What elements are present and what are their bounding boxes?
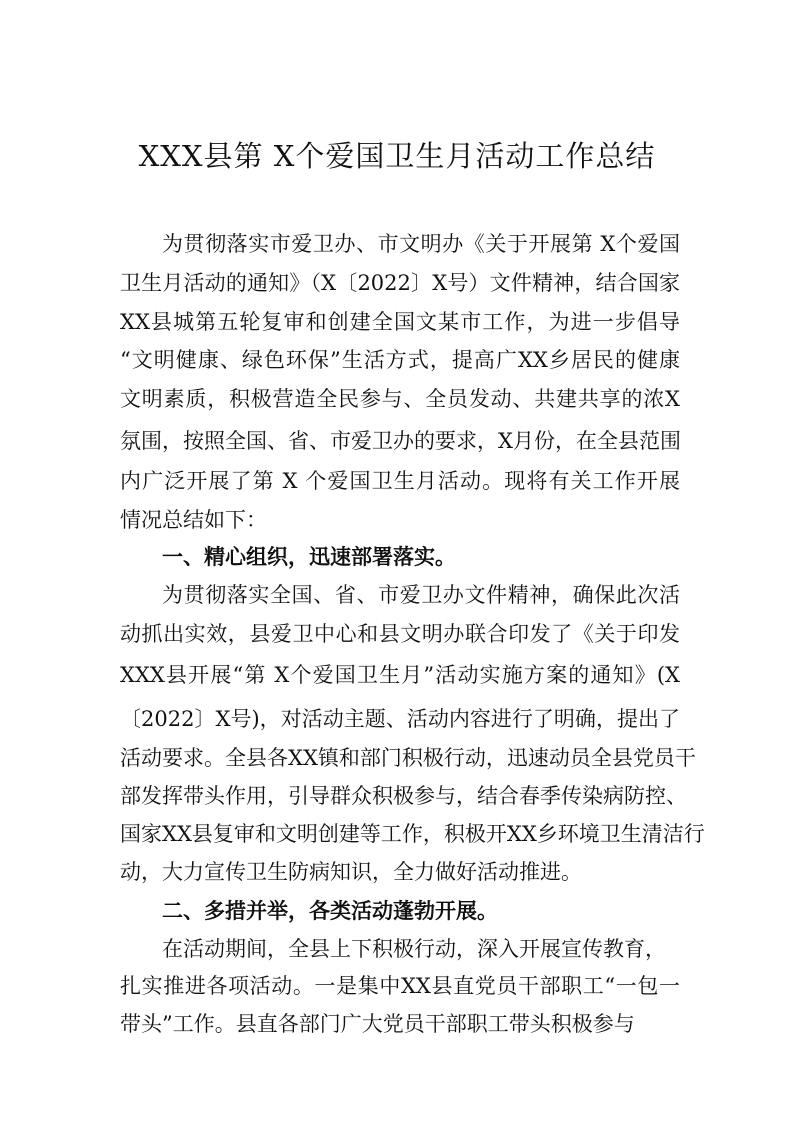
- paragraph-line: 动抓出实效，县爱卫中心和县文明办联合印发了《关于印发: [120, 622, 680, 646]
- paragraph-line: 部发挥带头作用，引导群众积极参与，结合春季传染病防控、: [120, 784, 687, 808]
- paragraph-line: 在活动期间，全县上下积极行动，深入开展宣传教育，: [162, 937, 666, 961]
- paragraph-line: 国家XX县复审和文明创建等工作，积极开XX乡环境卫生清洁行: [120, 822, 705, 846]
- paragraph-line: 为贯彻落实全国、省、市爱卫办文件精神，确保此次活: [162, 583, 680, 607]
- paragraph-line: 扎实推进各项活动。一是集中XX县直党员干部职工“一包一: [120, 974, 680, 998]
- paragraph-line: 卫生月活动的通知》（X〔2022〕X号）文件精神，结合国家: [120, 271, 680, 295]
- paragraph-line: “文明健康、绿色环保”生活方式，提高广XX乡居民的健康: [120, 348, 680, 372]
- paragraph-line: 带头”工作。县直各部门广大党员干部职工带头积极参与: [120, 1012, 635, 1036]
- paragraph-line: 内广泛开展了第 X 个爱国卫生月活动。现将有关工作开展: [120, 469, 680, 493]
- paragraph-line: 动，大力宣传卫生防病知识，全力做好活动推进。: [120, 860, 582, 884]
- section-heading: 一、精心组织，迅速部署落实。: [162, 545, 456, 569]
- paragraph-line: 活动要求。全县各XX镇和部门积极行动，迅速动员全县党员干: [120, 746, 696, 770]
- paragraph-line: 情况总结如下：: [120, 508, 267, 532]
- paragraph-line: XX县城第五轮复审和创建全国文某市工作，为进一步倡导: [120, 310, 680, 334]
- section-heading: 二、多措并举，各类活动蓬勃开展。: [162, 899, 498, 923]
- document-title: XXX县第 X个爱国卫生月活动工作总结: [138, 139, 656, 173]
- paragraph-line: 〔2022〕X号)，对活动主题、活动内容进行了明确，提出了: [120, 707, 680, 731]
- paragraph-line: 文明素质，积极营造全民参与、全员发动、共建共享的浓X: [120, 387, 680, 411]
- paragraph-line: 为贯彻落实市爱卫办、市文明办《关于开展第 X个爱国: [162, 232, 680, 256]
- paragraph-line: 氛围，按照全国、省、市爱卫办的要求，X月份，在全县范围: [120, 429, 681, 453]
- paragraph-line: XXX县开展“第 X个爱国卫生月”活动实施方案的通知》(X: [120, 663, 680, 687]
